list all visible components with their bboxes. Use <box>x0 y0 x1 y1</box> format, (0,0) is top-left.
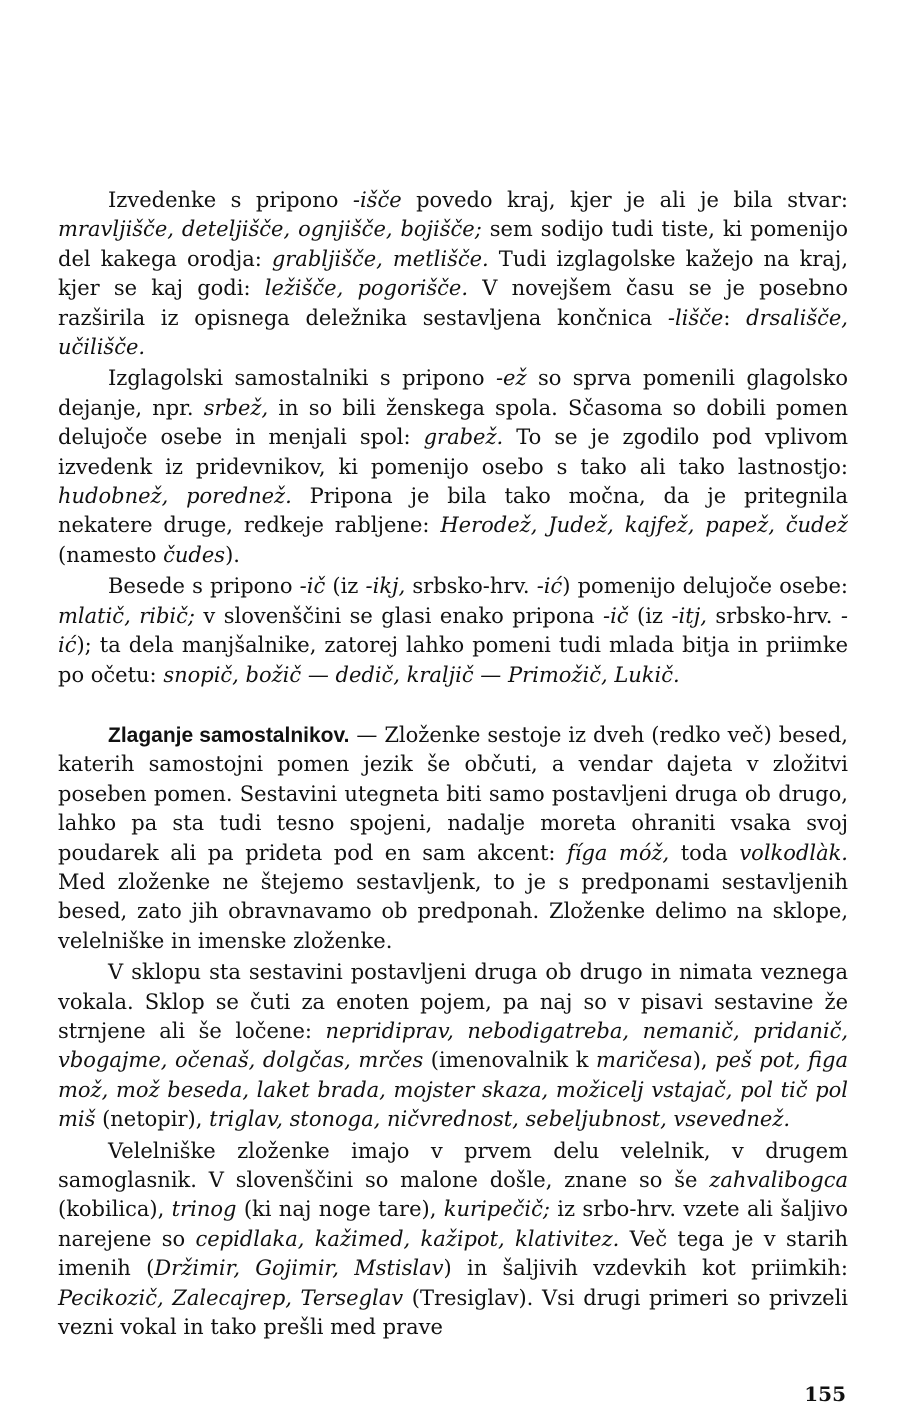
example-text: maričesa <box>596 1048 693 1073</box>
body-text: ). <box>225 542 240 567</box>
body-text: ); ta dela manjšalnike, zatorej lahko pomeni tudi mlada bitja in priimke po očetu: <box>58 633 848 687</box>
body-text: Tudi izglagolske kažejo na kraj, kjer se kaj godi: <box>58 246 848 301</box>
example-text: fíga móž, <box>566 840 670 865</box>
body-text: so sprva pomenili glagolsko dejanje, npr. <box>58 366 848 420</box>
body-text: To se je zgodilo pod vplivom izvedenk iz pridevnikov, ki pomenijo osebo s tako ali tako lastnostjo: <box>58 425 848 479</box>
body-text: Velelniške zloženke imajo v prvem delu velelnik, v drugem samoglasnik. V slovenščini so malone došle, znane so še <box>58 1138 848 1192</box>
body-text: (kobilica), <box>58 1197 172 1222</box>
paragraph <box>58 364 848 570</box>
example-text: -ić <box>536 574 563 599</box>
paragraph <box>58 1137 848 1343</box>
example-text: -ić <box>58 603 849 658</box>
body-text: in so bili ženskega spola. Sčasoma so dobili pomen delujoče osebe in menjali spol: <box>58 395 848 450</box>
example-text: cepidlaka, kažimed, kažipot, klativitez. <box>195 1226 620 1251</box>
body-text: (Tresiglav). Vsi drugi primeri so privzeli vezni vokal in tako prešli med prave <box>58 1285 848 1340</box>
body-text: V sklopu sta sestavini postavljeni druga ob drugo in nimata veznega vokala. Sklop se čuti za enoten pojem, pa naj so v pisavi sestavine že strnjene ali še ločene: <box>58 960 848 1043</box>
example-text: ležišče, pogorišče. <box>264 276 469 301</box>
example-text: volkodlàk. <box>739 840 848 865</box>
body-text: Več tega je v starih imenih ( <box>58 1226 848 1281</box>
example-text: grabljišče, metlišče. <box>271 246 489 271</box>
body-text: ), <box>692 1048 716 1073</box>
body-text: srbsko-hrv. <box>706 603 841 628</box>
body-text: Pripona je bila tako močna, da je pritegnila nekatere druge, redkeje rabljene: <box>58 484 848 538</box>
body-text: Izvedenke s pripono <box>108 188 353 212</box>
text-column <box>58 186 848 1342</box>
body-text: iz srbo-hrv. vzete ali šaljivo narejene so <box>58 1197 848 1251</box>
example-text: nepridiprav, nebodigatreba, nemanič, pridanič, vbogajme, očenaš, dolgčas, mrčes <box>58 1018 848 1073</box>
body-text: sem sodijo tudi tiste, ki pomenijo del kakega orodja: <box>58 217 848 271</box>
body-text: srbsko-hrv. <box>405 574 537 599</box>
section-paragraph <box>58 721 848 956</box>
body-text: (netopir), <box>95 1107 210 1132</box>
example-text: -ič <box>602 603 629 628</box>
body-text: Besede s pripono <box>108 574 300 599</box>
body-text: v slovenščini se glasi enako pripona <box>194 603 603 628</box>
example-text: triglav, stonoga, ničvrednost, sebeljubnost, vsevednež. <box>209 1107 791 1132</box>
body-text: V novejšem času se je posebno razširila iz opisnega deležnika sestavljena končnica <box>58 276 849 330</box>
paragraph <box>58 186 848 362</box>
body-text: (imenovalnik k <box>423 1048 597 1073</box>
example-text: peš pot, figa mož, mož beseda, laket brada, mojster skaza, možicelj vstajač, pol tič pol miš <box>58 1048 849 1132</box>
body-text: (iz <box>325 574 366 599</box>
example-text: -itj, <box>671 603 707 628</box>
example-text: snopič, božič — dedič, kraljič — Primožič, Lukič. <box>163 662 680 687</box>
section-heading: Zlaganje samostalnikov. <box>108 723 350 747</box>
body-text: toda <box>669 840 740 865</box>
body-text: (namesto <box>58 542 164 567</box>
example-text: -ič <box>299 574 326 599</box>
example-text: -lišče <box>667 305 724 330</box>
body-text: Izglagolski samostalniki s pripono <box>108 366 496 391</box>
body-text: Med zloženke ne štejemo sestavljenk, to je s predponami sestavljenih besed, zato jih obravnavamo ob predponah. Zloženke delimo na sklope, velelniške in imenske zloženke. <box>58 869 848 953</box>
example-text: hudobnež, porednež. <box>58 484 292 509</box>
body-text: ) in šaljivih vzdevkih kot priimkih: <box>443 1256 848 1281</box>
body-text: (ki naj noge tare), <box>236 1197 444 1222</box>
example-text: zahvalibogca <box>709 1168 848 1192</box>
example-text: drsališče, učilišče. <box>58 305 848 360</box>
example-text: trinog <box>171 1197 237 1222</box>
example-text: srbež, <box>203 395 269 420</box>
example-text: mravljišče, deteljišče, ognjišče, bojišče; <box>58 217 482 242</box>
example-text: Držimir, Gojimir, Mstislav <box>154 1256 444 1281</box>
example-text: mlatič, ribič; <box>58 603 195 628</box>
example-text: čudes <box>163 542 226 567</box>
body-text: povedo kraj, kjer je ali je bila stvar: <box>401 188 848 212</box>
body-text: ) pomenijo delujoče osebe: <box>562 574 848 599</box>
body-text: : <box>723 305 747 330</box>
example-text: -išče <box>352 188 402 212</box>
body-text: — Zloženke sestoje iz dveh (redko več) besed, katerih samostojni pomen jezik še občuti, a vendar dajeta v zložitvi poseben pomen. Sestavini utegneta biti samo postavljeni druga ob drugo, lahko pa sta tudi tesno spojeni, nadalje moreta ohraniti vsaka svoj poudarek ali pa prideta pod en sam akcent: <box>58 722 848 865</box>
paragraph <box>58 958 848 1134</box>
page-number: 155 <box>804 1382 846 1406</box>
paragraph <box>58 572 848 690</box>
example-text: -ež <box>495 366 527 391</box>
example-text: Herodež, Judež, kajfež, papež, čudež <box>440 513 848 538</box>
example-text: kuripečič; <box>443 1197 550 1222</box>
body-text: (iz <box>628 603 672 628</box>
example-text: grabež. <box>423 425 504 450</box>
example-text: Pecikozič, Zalecajrep, Terseglav <box>58 1285 404 1310</box>
example-text: -ikj, <box>365 574 406 599</box>
